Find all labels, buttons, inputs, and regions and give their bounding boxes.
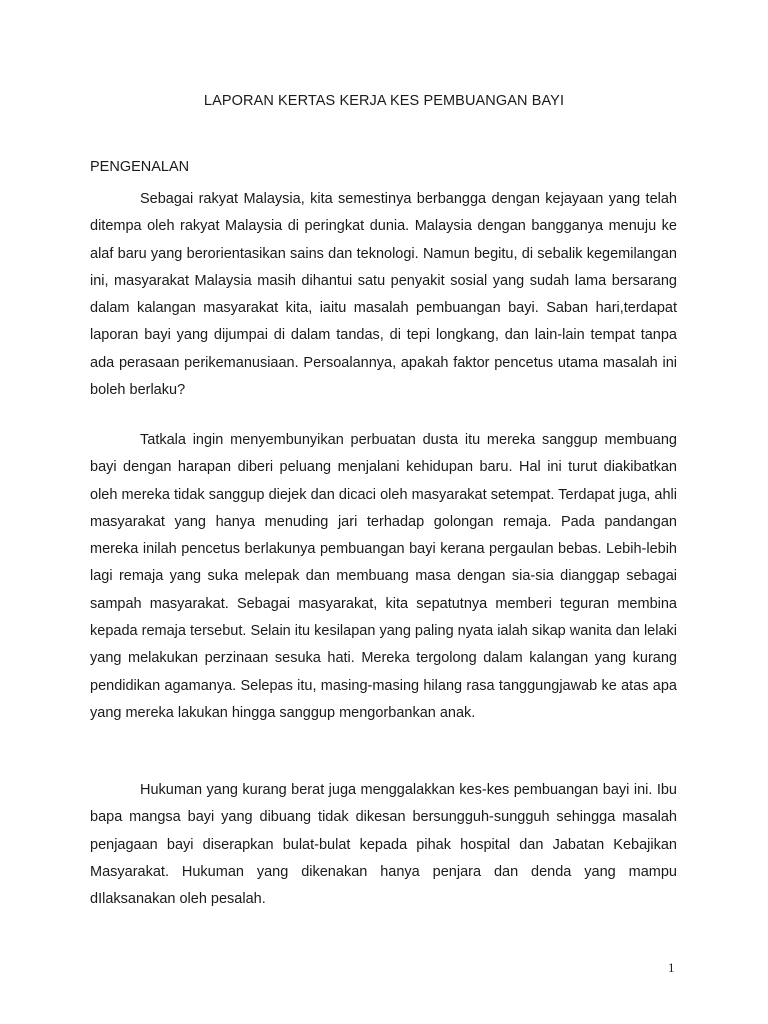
paragraph-introduction: Sebagai rakyat Malaysia, kita semestinya berbangga dengan kejayaan yang telah ditempa oleh rakyat Malaysia di peringkat dunia. Malaysia dengan bangganya menuju ke alaf baru yang berorientasikan sains dan teknologi. Namun begitu, di sebalik kegemilangan ini, masyarakat Malaysia masih dihantui satu penyakit sosial yang sudah lama bersarang dalam kalangan masyarakat kita, iaitu masalah pembuangan bayi. Saban hari,terdapat laporan bayi yang dijumpai di dalam tandas, di tepi longkang, dan lain-lain tempat tanpa ada perasaan perikemanusiaan. Persoalannya, apakah faktor pencetus utama masalah ini boleh berlaku? [90, 191, 677, 399]
document-title: LAPORAN KERTAS KERJA KES PEMBUANGAN BAYI [203, 93, 565, 109]
paragraph-causes: Tatkala ingin menyembunyikan perbuatan dusta itu mereka sanggup membuang bayi dengan harapan diberi peluang menjalani kehidupan baru. Hal ini turut diakibatkan oleh mereka tidak sanggup diejek dan dicaci oleh masyarakat setempat. Terdapat juga, ahli masyarakat yang hanya menuding jari terhadap golongan remaja. Pada pandangan mereka inilah pencetus berlakunya pembuangan bayi kerana pergaulan bebas. Lebih-lebih lagi remaja yang suka melepak dan membuang masa dengan sia-sia dianggap sebagai sampah masyarakat. Sebagai masyarakat, kita sepatutnya memberi teguran membina kepada remaja tersebut. Selain itu kesilapan yang paling nyata ialah sikap wanita dan lelaki yang melakukan perzinaan sesuka hati. Mereka tergolong dalam kalangan yang kurang pendidikan agamanya. Selepas itu, masing-masing hilang rasa tanggungjawab ke atas apa yang mereka lakukan hingga sanggup mengorbankan anak. [90, 432, 677, 721]
paragraph-punishment: Hukuman yang kurang berat juga menggalakkan kes-kes pembuangan bayi ini. Ibu bapa mangsa bayi yang dibuang tidak dikesan bersungguh-sungguh sehingga masalah penjagaan bayi diserapkan bulat-bulat kepada pihak hospital dan Jabatan Kebajikan Masyarakat. Hukuman yang dikenakan hanya penjara dan denda yang mampu dIlaksanakan oleh pesalah. [90, 782, 677, 908]
page-number: 1 [668, 960, 675, 975]
section-heading: PENGENALAN [90, 159, 190, 175]
